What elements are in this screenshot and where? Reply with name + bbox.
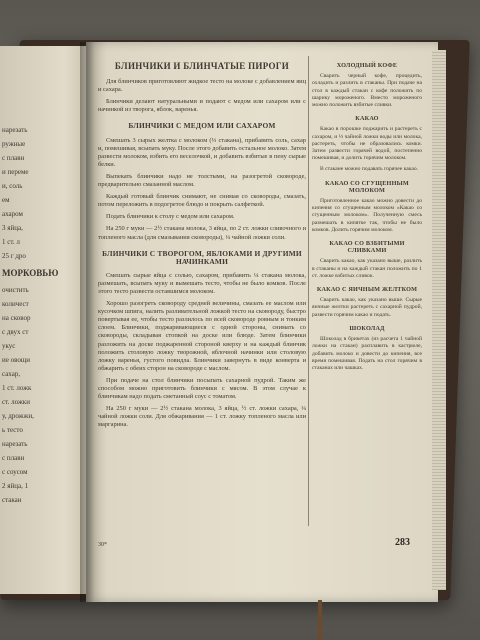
left-fragment: нарезать [2, 126, 28, 134]
paragraph: Сварить какао, как указано выше, разлить в стаканы и на каждый стакан положить по 1 ст. ложке взбитых сливок. [312, 258, 422, 279]
page-title: БЛИНЧИКИ И БЛИНЧАТЫЕ ПИРОГИ [114, 61, 290, 71]
signature-mark: 30* [98, 542, 107, 548]
paragraph: Хорошо разогреть сковороду средней величины, смазать ее маслом или кусочком шпига, налить разливательной ложкой тесто на сковороду, быстро повертывая ее, чтобы тесто разлилось по всей сковороде ровным и тонким слоем. Блинчики, поджаривающиеся с одной стороны, снимать со сковороды, складывая стопкой на доске или блюде. Затем блинчики разложить на доске поджаренной стороной кверху и на каждый блинчик положить столовую ложку творожной, яблочной начинки или столовую ложку варенья, густого повидла. Блинчики завернуть в виде конверта и обжарить с обеих сторон на сковороде с маслом. [98, 300, 306, 372]
side-heading: КАКАО СО СГУЩЕННЫМ МОЛОКОМ [325, 179, 409, 194]
left-fragment: количест [2, 300, 29, 308]
paragraph: На 250 г муки — 2½ стакана молока, 3 яйца, ½ ст. ложки сахара, ¼ чайной ложки соли. Для обжаривания — 1 ст. ложку топленого масла или маргарина. [98, 405, 306, 429]
page-edges [432, 50, 446, 590]
left-fragment: и переме [2, 168, 29, 176]
right-page [86, 42, 438, 602]
left-fragment: ружные [2, 140, 26, 148]
left-fragment: с плавн [2, 154, 25, 162]
paragraph: Блинчики делают натуральными и подают с медом или сахаром или с начинкой из творога, яблок, варенья. [98, 98, 306, 114]
left-fragment: 1 ст. ложк [2, 384, 32, 392]
left-fragment: ем [2, 196, 10, 204]
section-heading: БЛИНЧИКИ С МЕДОМ ИЛИ САХАРОМ [128, 121, 276, 131]
left-fragment: ахаром [2, 210, 23, 218]
left-fragment: 2 яйца, 1 [2, 482, 29, 490]
left-fragment: 3 яйца, [2, 224, 23, 232]
left-fragment: с соусом [2, 468, 28, 476]
paragraph: Смешать сырые яйца с солью, сахаром, прибавить ¼ стакана молока, размешать, всыпать муку и вымешать тесто, чтобы не было комков. После этого тесто развести оставшимся молоком. [98, 271, 306, 295]
paragraph: Каждый готовый блинчик снимают, не снимая со сковороды, смазать, потом переложить в подогретое блюдо и покрыть салфеткой. [98, 193, 306, 209]
paragraph: Подать блинчики к столу с медом или сахаром. [106, 213, 235, 221]
paragraph: Сварить черный кофе, процедить, охладить и разлить в стаканы. При подаче на стол в каждый стакан с кофе положить по шарику мороженого. Вместо мороженого можно положить взбитые сливки. [312, 73, 422, 109]
left-fragment: укус [2, 342, 16, 350]
paragraph: При подаче на стол блинчики посыпать сахарной пудрой. Таким же способом можно приготовить блинчики с мясом. В этом случае к блинчикам надо подать сметанный соус с томатом. [98, 376, 306, 401]
side-heading: ШОКОЛАД [349, 324, 385, 332]
bookmark-ribbon [318, 600, 322, 640]
column-divider [308, 56, 309, 526]
side-heading: ХОЛОДНЫЙ КОФЕ [336, 62, 398, 69]
side-column [312, 56, 422, 376]
left-heading: МОРКОВЬЮ [2, 268, 59, 278]
left-fragment: стакан [2, 496, 22, 504]
left-fragment: с плавн [2, 454, 25, 462]
paragraph: На 250 г муки — 2½ стакана молока, 3 яйца, по 2 ст. ложки сливочного и топленого масла (для смазывания сковороды), ¼ чайной ложки соли. [98, 225, 306, 241]
paragraph: Приготовленное какао можно довести до кипения со сгущенным молоком «Какао со сгущенным молоком». Полученную смесь размешать в кипятке так, чтобы не было комков. Долить горячим молоком. [312, 198, 422, 233]
left-fragment: ст. ложки [2, 398, 30, 406]
left-fragment: нарезать [2, 440, 28, 448]
left-fragment: и, соль [2, 182, 23, 190]
page-number: 283 [395, 537, 410, 548]
left-fragment: у, дрожжи, [2, 412, 34, 420]
side-heading: КАКАО СО ВЗБИТЫМИ СЛИВКАМИ [329, 240, 405, 255]
paragraph: Сварить какао, как указано выше. Сырые яичные желтки растереть с сахарной пудрой, развести горячим какао и подать. [312, 297, 422, 318]
section-heading: БЛИНЧИКИ С ТВОРОГОМ, ЯБЛОКАМИ И ДРУГИМИ НАЧИНКАМИ [102, 248, 302, 266]
left-fragment: ь тесто [2, 426, 23, 434]
paragraph: Выпекать блинчики надо не толстыми, на разогретой сковороде, предварительно смазанной маслом. [98, 172, 306, 189]
paragraph: Какао в порошке поджарить и растереть с сахаром, и ⅓ чайной ложки воды или молока, растереть, чтобы не образовались комки. Затем развести горячей водой, постепенно помешивая, и долить горячим молоком. [312, 126, 422, 162]
side-heading: КАКАО С ЯИЧНЫМ ЖЕЛТКОМ [316, 286, 418, 294]
paragraph: Для блинчиков приготовляют жидкое тесто на молоке с добавлением яиц и сахара. [98, 78, 306, 94]
paragraph: В стакане можно подавать горячее какао. [320, 166, 419, 173]
side-heading: КАКАО [355, 115, 379, 123]
left-fragment: 1 ст. л [2, 238, 20, 246]
book-gutter-shadow [80, 42, 94, 602]
left-fragment: сахар, [2, 370, 21, 378]
left-fragment: очистить [2, 286, 29, 294]
left-page-text [2, 126, 88, 510]
paragraph: Шоколад в брикетах (из расчета 1 чайной ложки на стакан) расплавить в кастрюле, добавить молоко и довести до кипения, все время помешивая. Подать на стол горячим в стаканах или чашках. [312, 336, 422, 371]
left-fragment: ие овощи [2, 356, 30, 364]
left-page [0, 46, 92, 594]
main-column [98, 56, 306, 433]
left-fragment: с двух ст [2, 328, 29, 336]
left-fragment: на сковор [2, 314, 31, 322]
paragraph: Смешать 3 сырых желтка с молоком (⅓ стакана), прибавить соль, сахар и, помешивая, всыпать муку. После этого добавить остальное молоко. Затем развести молоком, взбить его веселочкой, и добавить взбитые в пену сырые белки. [98, 136, 306, 168]
left-fragment: 25 г дро [2, 252, 26, 260]
